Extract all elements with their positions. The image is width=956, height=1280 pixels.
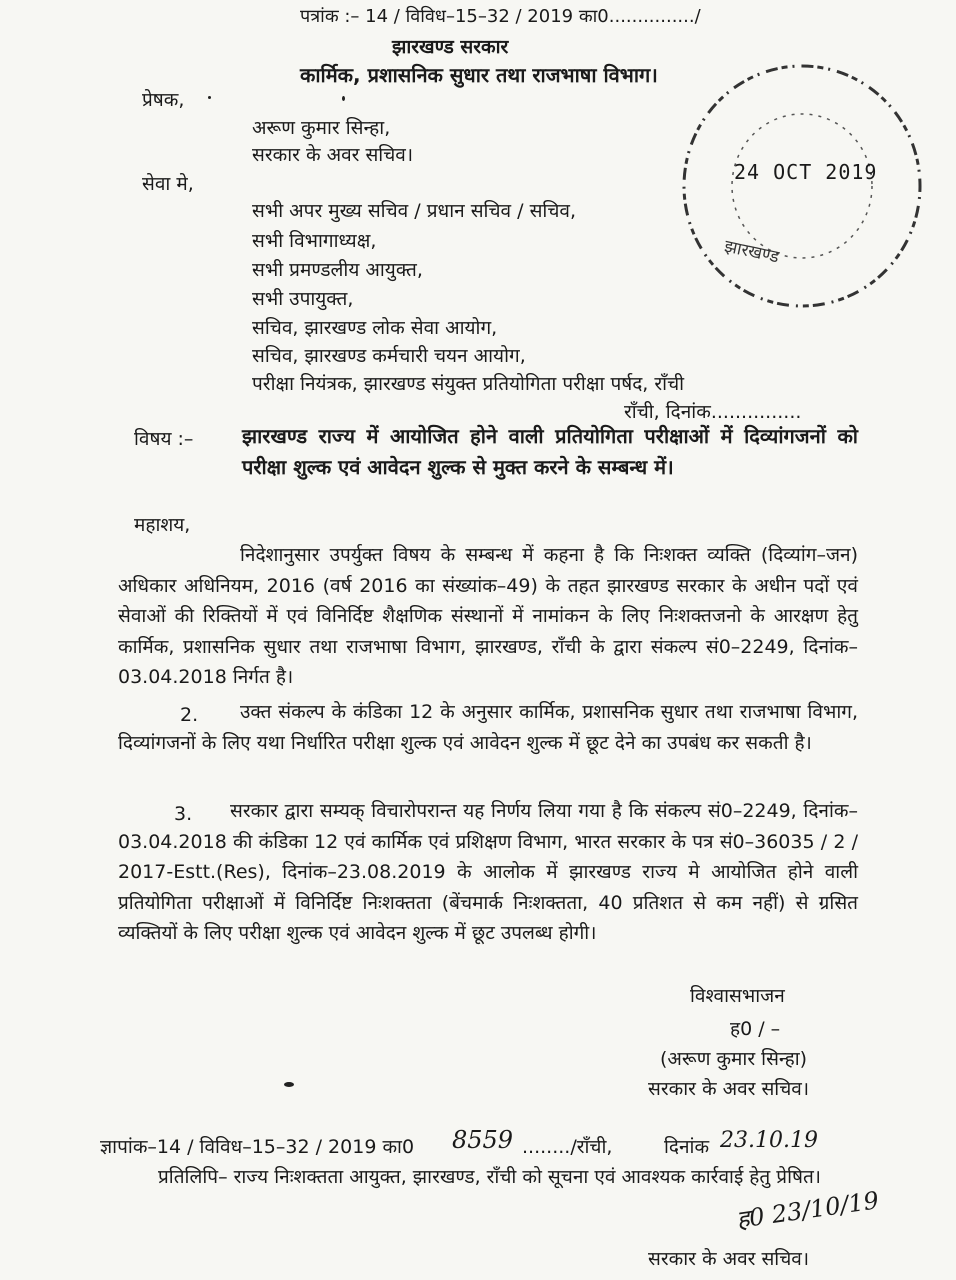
sender-designation: सरकार के अवर सचिव। xyxy=(252,144,414,166)
recipient-item: सभी उपायुक्त, xyxy=(252,288,354,310)
recipient-item: परीक्षा नियंत्रक, झारखण्ड संयुक्त प्रतियोगिता परीक्षा पर्षद, राँची xyxy=(252,373,685,395)
subject-text: झारखण्ड राज्य में आयोजित होने वाली प्रतियोगिता परीक्षाओं में दिव्यांगजनों को परीक्षा शुल्क एवं आवेदन शुल्क से मुक्त करने के सम्बन्ध में। xyxy=(242,424,858,479)
memo-middle: ......../राँची, xyxy=(522,1136,613,1158)
paragraph-2: उक्त संकल्प के कंडिका 12 के अनुसार कार्मिक, प्रशासनिक सुधार तथा राजभाषा विभाग, दिव्यांगजनों के लिए यथा निर्धारित परीक्षा शुल्क एवं आवेदन शुल्क में छूट देने का उपबंध कर सकती है। xyxy=(118,701,858,754)
salutation: महाशय, xyxy=(134,514,191,536)
recipient-label: सेवा मे, xyxy=(142,173,194,195)
recipient-item: सचिव, झारखण्ड लोक सेवा आयोग, xyxy=(252,317,498,339)
recipient-item: सभी विभागाध्यक्ष, xyxy=(252,230,377,252)
received-stamp xyxy=(672,56,932,326)
signed-mark: ह0 / – xyxy=(730,1018,781,1040)
copy-text: प्रतिलिपि– राज्य निःशक्तता आयुक्त, झारखण्ड, राँची को सूचना एवं आवश्यक कार्रवाई हेतु प्रेषित। xyxy=(158,1166,822,1188)
ink-mark xyxy=(208,96,211,99)
paragraph-number: 3. xyxy=(174,803,193,825)
subject-label: विषय :– xyxy=(134,428,194,450)
paragraph-3: सरकार द्वारा सम्यक् विचारोपरान्त यह निर्णय लिया गया है कि संकल्प सं0–2249, दिनांक–03.04.2018 की कंडिका 12 एवं कार्मिक एवं प्रशिक्षण विभाग, भारत सरकार के पत्र सं0–36035 / 2 / 2017-Estt.(Res), दिनांक–23.08.2019 के आलोक में झारखण्ड राज्य मे आयोजित होने वाली प्रतियोगिता परीक्षाओं में विनिर्दिष्ट निःशक्तता (बेंचमार्क निःशक्तता, 40 प्रतिशत से कम नहीं) से ग्रसित व्यक्तियों के लिए परीक्षा शुल्क एवं आवेदन शुल्क में छूट उपलब्ध होगी। xyxy=(118,800,858,944)
memo-designation: सरकार के अवर सचिव। xyxy=(648,1248,810,1270)
government-name: झारखण्ड सरकार xyxy=(392,36,509,58)
recipient-item: सभी प्रमण्डलीय आयुक्त, xyxy=(252,259,423,281)
signatory-name: (अरूण कुमार सिन्हा) xyxy=(660,1048,808,1070)
stamp-date: 24 OCT 2019 xyxy=(734,160,878,184)
paragraph-1: निदेशानुसार उपर्युक्त विषय के सम्बन्ध में कहना है कि निःशक्त व्यक्ति (दिव्यांग–जन) अधिकार अधिनियम, 2016 (वर्ष 2016 का संख्यांक–49) के तहत झारखण्ड सरकार के अधीन पदों एवं सेवाओं की रिक्तियों में एवं विनिर्दिष्ट शैक्षणिक संस्थानों में नामांकन के लिए निःशक्तजनो के आरक्षण हेतु कार्मिक, प्रशासनिक सुधार तथा राजभाषा विभाग, झारखण्ड, राँची के द्वारा संकल्प सं0–2249, दिनांक–03.04.2018 निर्गत है। xyxy=(118,544,858,688)
ink-mark xyxy=(342,96,345,101)
recipient-item: सभी अपर मुख्य सचिव / प्रधान सचिव / सचिव, xyxy=(252,200,577,222)
memo-date-label: दिनांक xyxy=(664,1136,710,1158)
ink-mark xyxy=(284,1082,294,1087)
sender-label: प्रेषक, xyxy=(142,89,185,111)
place-date: राँची, दिनांक............... xyxy=(624,401,802,423)
paragraph-number: 2. xyxy=(180,704,199,726)
sender-name: अरूण कुमार सिन्हा, xyxy=(252,117,391,139)
signatory-designation: सरकार के अवर सचिव। xyxy=(648,1078,810,1100)
letter-number: पत्रांक :– 14 / विविध–15–32 / 2019 का0.............../ xyxy=(300,6,701,27)
stamp-circle xyxy=(672,56,932,326)
memo-prefix: ज्ञापांक–14 / विविध–15–32 / 2019 का0 xyxy=(100,1136,415,1158)
stamp-arc-text: झारखण्ड xyxy=(722,236,781,268)
handwritten-signature: ह0 23/10/19 xyxy=(734,1186,881,1234)
recipient-item: सचिव, झारखण्ड कर्मचारी चयन आयोग, xyxy=(252,345,526,367)
memo-number-handwritten: 8559 xyxy=(452,1126,514,1154)
department-name: कार्मिक, प्रशासनिक सुधार तथा राजभाषा विभाग। xyxy=(300,63,658,87)
closing: विश्वासभाजन xyxy=(690,985,785,1007)
memo-date-handwritten: 23.10.19 xyxy=(720,1128,818,1153)
